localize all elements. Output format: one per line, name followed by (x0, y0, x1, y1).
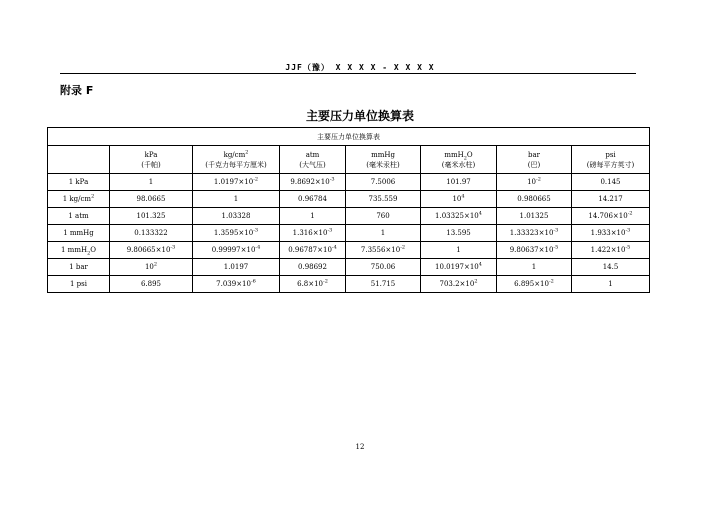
cell-value: 13.595 (446, 229, 471, 237)
cell-value: 0.980665 (517, 195, 551, 203)
table-body (48, 174, 650, 293)
table-cell (110, 242, 193, 259)
row-label-text: 1 bar (69, 263, 88, 271)
table-cell (280, 276, 346, 293)
page-title: 主要压力单位换算表 (305, 109, 414, 123)
cell-value: 0.96787×10 (288, 246, 332, 254)
cell-value: 14.706×10 (588, 212, 628, 220)
column-header (110, 146, 193, 174)
cell-value: 6.895 (140, 280, 162, 288)
cell-value: 1.01325 (519, 212, 549, 220)
cell-value: 0.96784 (298, 195, 327, 203)
table-caption: 主要压力单位换算表 (48, 128, 650, 146)
table-cell (497, 242, 572, 259)
cell-value: 750.06 (370, 263, 396, 271)
cell-value: 9.80637×10 (509, 246, 554, 254)
cell-value: 1.0197 (223, 263, 249, 271)
cell-value: 1 (531, 263, 537, 271)
table-row (48, 259, 650, 276)
table-cell (497, 174, 572, 191)
table-cell (421, 225, 497, 242)
unit-symbol: mmH (444, 150, 464, 159)
table-cell (572, 225, 650, 242)
cell-value: 1 (233, 195, 239, 203)
table-cell (346, 174, 421, 191)
row-label (48, 208, 110, 225)
table-cell (193, 276, 280, 293)
row-label-text: 1 kg/cm (62, 195, 92, 203)
cell-exponent: 2 (474, 278, 478, 285)
cell-value: 101.325 (136, 212, 166, 220)
column-description: (千克力每平方厘米) (205, 160, 267, 169)
table-cell (572, 259, 650, 276)
column-header (497, 146, 572, 174)
table-cell (572, 191, 650, 208)
cell-exponent: -2 (323, 278, 328, 285)
cell-value: 6.8×10 (297, 280, 324, 288)
cell-exponent: -3 (553, 227, 559, 234)
cell-exponent: -4 (331, 244, 337, 251)
cell-value: 0.99997×10 (211, 246, 256, 254)
cell-exponent: -3 (253, 227, 259, 234)
cell-exponent: -3 (329, 176, 335, 183)
cell-exponent: 4 (478, 210, 482, 217)
cell-value: 10 (144, 263, 154, 271)
row-label (48, 259, 110, 276)
table-cell (110, 208, 193, 225)
row-label-text: 1 mmH (61, 246, 88, 254)
cell-value: 1 (310, 212, 315, 220)
cell-value: 14.5 (602, 263, 619, 271)
cell-value: 14.217 (598, 195, 623, 203)
table-cell (572, 276, 650, 293)
table-cell (421, 191, 497, 208)
table-cell (193, 174, 280, 191)
column-header (421, 146, 497, 174)
table-cell (280, 259, 346, 276)
table-cell (280, 225, 346, 242)
table-row (48, 225, 650, 242)
column-unit (347, 150, 419, 160)
unit-symbol: psi (605, 150, 616, 159)
table-cell (497, 225, 572, 242)
cell-value: 7.5006 (370, 178, 396, 186)
unit-symbol: kPa (144, 150, 158, 159)
cell-value: 703.2×10 (439, 280, 475, 288)
table-row (48, 174, 650, 191)
table-cell (572, 208, 650, 225)
cell-value: 760 (376, 212, 390, 220)
table-cell (110, 276, 193, 293)
table-cell (421, 174, 497, 191)
cell-exponent: -5 (625, 244, 631, 251)
unit-symbol: kg/cm (223, 150, 246, 159)
table-row (48, 276, 650, 293)
row-label (48, 225, 110, 242)
cell-value: 10 (527, 178, 537, 186)
row-label-subscript: 2 (87, 250, 91, 257)
column-header (572, 146, 650, 174)
column-unit (498, 150, 570, 160)
cell-value: 1 (380, 229, 386, 237)
table-cell (572, 174, 650, 191)
table-cell (346, 259, 421, 276)
cell-value: 735.559 (368, 195, 398, 203)
row-label-text: 1 psi (70, 280, 87, 288)
cell-exponent: -4 (255, 244, 261, 251)
corner-cell (48, 146, 110, 174)
cell-value: 1.316×10 (292, 229, 328, 237)
cell-exponent: -2 (536, 176, 541, 183)
column-unit (573, 150, 648, 160)
cell-value: 10.0197×10 (435, 263, 479, 271)
table-cell (497, 208, 572, 225)
header-divider (60, 73, 636, 74)
table-cell (193, 259, 280, 276)
cell-exponent: -6 (250, 278, 256, 285)
column-header (346, 146, 421, 174)
column-description: (千帕) (141, 160, 161, 169)
table-row (48, 242, 650, 259)
pressure-conversion-table (47, 127, 650, 293)
table-cell (280, 191, 346, 208)
row-label-text: 1 mmHg (63, 229, 94, 237)
cell-value: 1.422×10 (590, 246, 626, 254)
row-label-text: 1 atm (68, 212, 89, 220)
unit-symbol: bar (527, 150, 540, 159)
table-header-row (48, 146, 650, 174)
table-cell (280, 208, 346, 225)
table-cell (346, 208, 421, 225)
cell-exponent: 4 (478, 261, 482, 268)
row-label (48, 191, 110, 208)
document-code-header: JJF（豫） X X X X - X X X X (285, 63, 435, 72)
column-description: (磅每平方英寸) (586, 160, 635, 169)
cell-value: 1.03325×10 (435, 212, 479, 220)
cell-value: 1.933×10 (590, 229, 626, 237)
table-cell (421, 208, 497, 225)
cell-value: 1.3595×10 (213, 229, 254, 237)
row-label-text: 1 kPa (68, 178, 89, 186)
cell-value: 101.97 (446, 178, 471, 186)
cell-value: 9.8692×10 (290, 178, 330, 186)
cell-value: 7.039×10 (216, 280, 251, 288)
column-description: (巴) (527, 160, 541, 169)
column-unit (422, 150, 495, 160)
table-cell (346, 242, 421, 259)
cell-exponent: 4 (461, 193, 465, 200)
cell-exponent: -3 (170, 244, 176, 251)
unit-superscript: 2 (245, 149, 249, 156)
cell-value: 1.33323×10 (509, 229, 554, 237)
table-cell (421, 276, 497, 293)
table-cell (110, 259, 193, 276)
table-cell (421, 242, 497, 259)
row-label (48, 276, 110, 293)
appendix-label: 附录 F (60, 84, 94, 97)
column-description: (毫米水柱) (441, 160, 476, 169)
cell-exponent: -2 (400, 244, 406, 251)
table-cell (193, 208, 280, 225)
cell-value: 51.715 (370, 280, 396, 288)
table-cell (572, 242, 650, 259)
cell-value: 1.03328 (221, 212, 251, 220)
unit-tail: O (466, 150, 473, 159)
column-header (280, 146, 346, 174)
cell-exponent: -3 (327, 227, 333, 234)
cell-exponent: -2 (548, 278, 554, 285)
table-cell (346, 225, 421, 242)
table-cell (193, 225, 280, 242)
table-cell (110, 174, 193, 191)
row-label (48, 242, 110, 259)
cell-value: 6.895×10 (514, 280, 549, 288)
column-unit (281, 150, 344, 160)
table-cell (421, 259, 497, 276)
cell-exponent: -2 (627, 210, 633, 217)
cell-exponent: 2 (153, 261, 158, 268)
cell-value: 7.3556×10 (360, 246, 401, 254)
cell-value: 1 (608, 280, 613, 288)
column-unit (111, 150, 191, 160)
cell-value: 0.145 (600, 178, 621, 186)
cell-value: 0.98692 (298, 263, 327, 271)
row-label-tail: O (90, 246, 96, 254)
page-number: 12 (355, 443, 365, 451)
cell-value: 1.0197×10 (213, 178, 254, 186)
column-description: (大气压) (299, 160, 326, 169)
column-header (193, 146, 280, 174)
cell-value: 1 (456, 246, 461, 254)
table-cell (193, 242, 280, 259)
table-row (48, 191, 650, 208)
cell-exponent: -2 (253, 176, 259, 183)
cell-value: 0.133322 (134, 229, 168, 237)
row-label-superscript: 2 (91, 193, 95, 200)
table-row (48, 208, 650, 225)
table-cell (497, 191, 572, 208)
table-cell (280, 174, 346, 191)
cell-exponent: -3 (625, 227, 631, 234)
row-label (48, 174, 110, 191)
table-cell (497, 276, 572, 293)
cell-value: 9.80665×10 (126, 246, 171, 254)
table-cell (110, 225, 193, 242)
cell-value: 98.0665 (136, 195, 166, 203)
table-cell (346, 276, 421, 293)
cell-value: 10 (452, 195, 462, 203)
table-cell (193, 191, 280, 208)
column-description: (毫米汞柱) (366, 160, 400, 169)
cell-value: 1 (148, 178, 154, 186)
table-cell (110, 191, 193, 208)
table-cell (346, 191, 421, 208)
table-cell (497, 259, 572, 276)
table-cell (280, 242, 346, 259)
unit-symbol: mmHg (371, 150, 395, 159)
column-unit (194, 150, 278, 160)
cell-exponent: -5 (553, 244, 559, 251)
unit-symbol: atm (305, 150, 320, 159)
unit-subscript: 2 (463, 154, 467, 161)
